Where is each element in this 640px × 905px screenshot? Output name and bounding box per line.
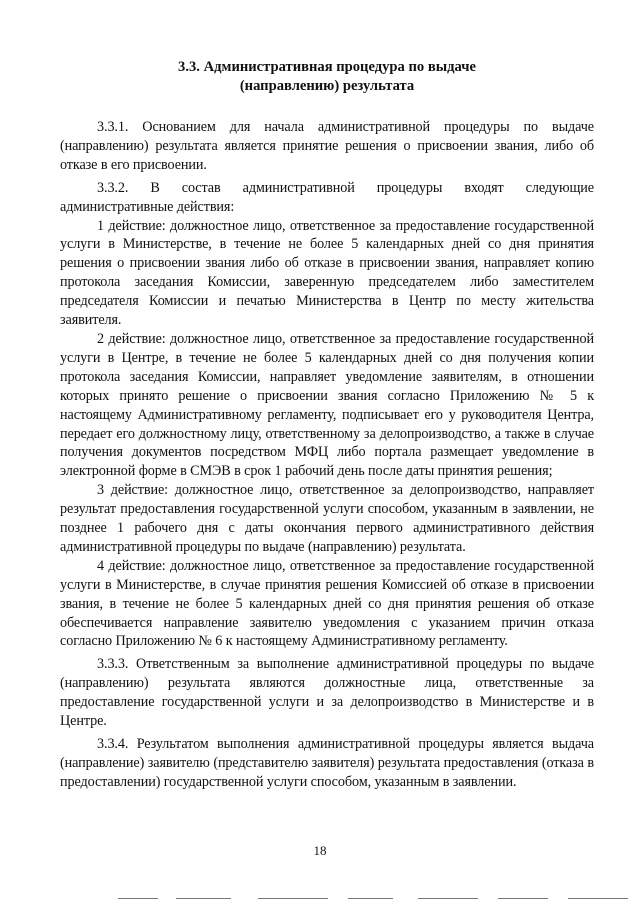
section-heading — [60, 58, 594, 96]
document-page — [60, 58, 594, 796]
paragraph-3-3-1: 3.3.1. Основанием для начала административной процедуры по выдаче (направлению) результата является принятие решения о присвоении звания, либо об отказе в его присвоении. — [60, 119, 594, 173]
paragraph-3-3-2: 3.3.2. В состав административной процедуры входят следующие административные действия: — [60, 179, 594, 215]
paragraph-action-1: 1 действие: должностное лицо, ответственное за предоставление государственной услуги в Министерстве, в течение не более 5 календарных дней со дня принятия решения о присвоении звания либо об отказе в присвоении звания, направляет копию протокола заседания Комиссии, заверенную председателем либо заместителем председателя Комиссии и печатью Министерства в Центр по месту жительства заявителя. — [60, 217, 594, 329]
paragraph-action-3: 3 действие: должностное лицо, ответственное за делопроизводство, направляет результат предоставления государственной услуги способом, указанным в заявлении, не позднее 1 рабочего дня с даты окончания первого административного действия административной процедуры по выдаче (направлению) результата. — [60, 482, 594, 555]
page-number: 18 — [313, 843, 327, 858]
paragraph-action-2: 2 действие: должностное лицо, ответственное за предоставление государственной услуги в Центре, в течение не более 5 календарных дней со дня получения копии протокола заседания Комиссии, направляет уведомление заявителям, в отношении которых принято решение о присвоении звания согласно Приложению № 5 к настоящему Административному регламенту, подписывает его у руководителя Центра, передает его должностному лицу, ответственному за делопроизводство, а также в случае получения документов посредством МФЦ либо портала размещает уведомление в электронной форме в СМЭВ в срок 1 рабочий день после даты принятия решения; — [60, 330, 594, 480]
paragraph-3-3-3: 3.3.3. Ответственным за выполнение административной процедуры по выдаче (направлению) результата являются должностные лица, ответственные за предоставление государственной услуги и за делопроизводство в Министерстве и в Центре. — [60, 656, 594, 730]
scan-edge-marks — [118, 896, 638, 902]
section-heading-line-1: 3.3. Административная процедура по выдаче — [178, 59, 476, 75]
section-heading-line-2: (направлению) результата — [239, 78, 415, 94]
paragraph-3-3-4: 3.3.4. Результатом выполнения административной процедуры является выдача (направление) заявителю (представителю заявителя) результата предоставления (отказа в предоставлении) государственной услуги способом, указанным в заявлении. — [60, 736, 594, 790]
paragraph-action-4: 4 действие: должностное лицо, ответственное за предоставление государственной услуги в Министерстве, в случае принятия решения Комиссией об отказе в присвоении звания, в течение не более 5 календарных дней со дня принятия решения об отказе обеспечивается направление заявителю уведомления с указанием причин отказа согласно Приложению № 6 к настоящему Административному регламенту. — [60, 557, 594, 650]
